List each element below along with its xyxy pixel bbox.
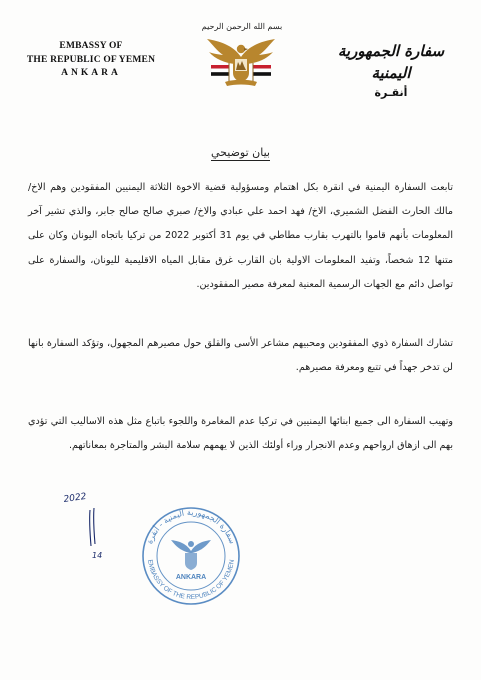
handwritten-day: 14 [92, 551, 103, 560]
document-title [0, 146, 481, 159]
handwritten-year: 2022 [63, 492, 88, 505]
paragraph-3: وتهيب السفارة الى جميع ابنائها اليمنيين في تركيا عدم المغامرة واللجوء باتباع مثل هذه الاساليب التي تؤدي بهم الى ازهاق ارواحهم وعدم الانجرار وراء أولئك الذين لا يهمهم سلامة البشر والمتاجرة بمعاناتهم. [28, 416, 453, 452]
embassy-en-line-1: EMBASSY OF [59, 41, 123, 51]
embassy-en-line-2: THE REPUBLIC OF YEMEN [26, 54, 156, 65]
paragraph-1: تابعت السفارة اليمنية في انقرة بكل اهتمام ومسؤولية قضية الاخوة الثلاثة اليمنيين المفقودين وهم الاخ/ مالك الحارث الفضل الشميري، الاخ/ فهد احمد علي عبادي والاخ/ صبري صالح صالح جابر، والذي تشير آخر المعلومات بأنهم قاموا بالتهرب بقارب مطاطي في يوم 31 أكتوبر 2022 من تركيا باتجاه اليونان وكان على متنها 12 شخصاً، وتفيد المعلومات الاولية بان القارب غرق مقابل المياه الاقليمية لليونان، والسفارة على تواصل دائم مع الجهات الرسمية المعنية لمعرفة مصير المفقودين. [28, 182, 454, 290]
embassy-name-arabic [321, 40, 461, 102]
stamp-text-english: EMBASSY OF THE REPUBLIC OF YEMEN [146, 559, 236, 602]
stamp-text-arabic: سفارة الجمهورية اليمنية - أنقرة [145, 507, 237, 546]
embassy-name-english [26, 40, 156, 81]
embassy-ar-line-2: أنقـرة [374, 86, 408, 99]
handwritten-date-signature [60, 492, 110, 562]
stamp-label-ankara: ANKARA [175, 574, 207, 581]
svg-text:سفارة الجمهورية اليمنية - أنقر [145, 508, 237, 545]
paragraph-2: تشارك السفارة ذوي المفقودين ومحبيهم مشاعر الأسى والقلق حول مصيرهم المجهول، وتؤكد السفارة بانها لن تدخر جهداً في تتبع ومعرفة مصيرهم. [28, 338, 453, 374]
embassy-seal-stamp [140, 505, 242, 607]
yemen-eagle-emblem-icon [205, 35, 277, 93]
basmala: بسم الله الرحمن الرحيم [201, 22, 283, 31]
embassy-en-line-3: ANKARA [61, 68, 121, 78]
document-title-text: بيان توضيحي [211, 146, 270, 159]
embassy-ar-line-1: سفارة الجمهورية اليمنية [337, 42, 445, 82]
